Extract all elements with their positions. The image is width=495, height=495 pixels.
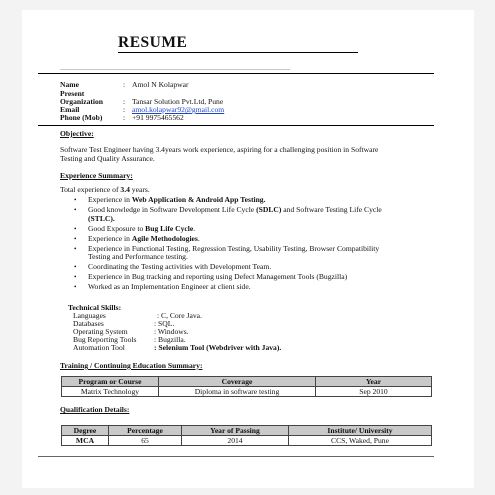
table-cell: 2014 [182, 436, 289, 446]
table-header-row [62, 377, 432, 387]
table-cell: Diploma in software testing [159, 387, 316, 397]
organization-label: Organization [60, 97, 104, 106]
experience-list [72, 196, 442, 293]
table-header: Degree [62, 426, 109, 436]
skill-value-databases: : SQL. [154, 319, 175, 328]
table-cell: Sep 2010 [316, 387, 432, 397]
skill-label-bug-tools: Bug Reporting Tools [73, 335, 137, 344]
name-value: Amol N Kolapwar [132, 80, 189, 89]
table-header: Coverage [159, 377, 316, 387]
list-item: • Experience in Functional Testing, Regression Testing, Usability Testing, Browser Compatibility Testing and Performance testing. [72, 245, 442, 262]
header-rule [38, 73, 434, 74]
phone-colon: : [123, 113, 126, 122]
objective-line-1: Software Test Engineer having 3.4years work experience, aspiring for a challenging position in Software [60, 145, 379, 154]
footer-rule [38, 456, 434, 457]
list-item: • Coordinating the Testing activities with Development Team. [72, 263, 442, 272]
phone-label: Phone (Mob) [60, 113, 103, 122]
email-colon: : [123, 105, 126, 114]
present-label: Present [60, 89, 85, 98]
skills-heading: Technical Skills: [68, 303, 122, 312]
skill-label-os: Operating System [73, 327, 128, 336]
table-header: Year of Passing [182, 426, 289, 436]
table-header: Percentage [109, 426, 182, 436]
email-label: Email [60, 105, 80, 114]
title-underline [118, 52, 358, 53]
training-heading: Training / Continuing Education Summary: [60, 361, 203, 370]
table-cell: 65 [109, 436, 182, 446]
total-experience: Total experience of 3.4 years. [60, 185, 150, 194]
objective-line-2: Testing and Quality Assurance. [60, 154, 155, 163]
qualification-table [61, 425, 432, 446]
table-header-row [62, 426, 432, 436]
title-shadow-line [60, 69, 290, 70]
name-label: Name [60, 80, 79, 89]
skill-value-automation: : Selenium Tool (Webdriver with Java). [154, 343, 282, 352]
email-link[interactable]: amol.kolapwar92@gmail.com [132, 105, 225, 114]
table-header: Institute/ University [289, 426, 432, 436]
name-colon: : [123, 80, 126, 89]
qualification-heading: Qualification Details: [60, 405, 130, 414]
table-cell: Matrix Technology [62, 387, 159, 397]
table-header: Year [316, 377, 432, 387]
skill-value-os: : Windows. [154, 327, 189, 336]
list-item: • Experience in Web Application & Android App Testing. [72, 196, 442, 205]
table-cell: CCS, Waked, Pune [289, 436, 432, 446]
skill-value-bug-tools: : Bugzilla. [154, 335, 186, 344]
resume-title: RESUME [118, 34, 188, 51]
skill-label-languages: Languages [73, 311, 106, 320]
experience-heading: Experience Summary: [60, 171, 133, 180]
list-item: • Good knowledge in Software Development Life Cycle (SDLC) and Software Testing Life Cycle (STLC). [72, 206, 442, 223]
personal-rule [38, 125, 434, 126]
list-item: • Good Exposure to Bug Life Cycle. [72, 225, 442, 234]
phone-value: +91 9975465562 [132, 113, 184, 122]
list-item: • Experience in Agile Methodologies. [72, 235, 442, 244]
organization-colon: : [123, 97, 126, 106]
organization-value: Tansar Solution Pvt.Ltd, Pune [132, 97, 224, 106]
list-item: • Experience in Bug tracking and reporting using Defect Management Tools (Bugzilla) [72, 273, 442, 282]
table-header: Program or Course [62, 377, 159, 387]
skill-value-languages: : C, Core Java. [157, 311, 202, 320]
table-row [62, 387, 432, 397]
skill-label-databases: Databases [73, 319, 104, 328]
skill-label-automation: Automation Tool [73, 343, 125, 352]
table-cell: MCA [62, 436, 109, 446]
objective-heading: Objective: [60, 129, 94, 138]
table-row [62, 436, 432, 446]
list-item: • Worked as an Implementation Engineer at client side. [72, 283, 442, 292]
training-table [61, 376, 432, 397]
